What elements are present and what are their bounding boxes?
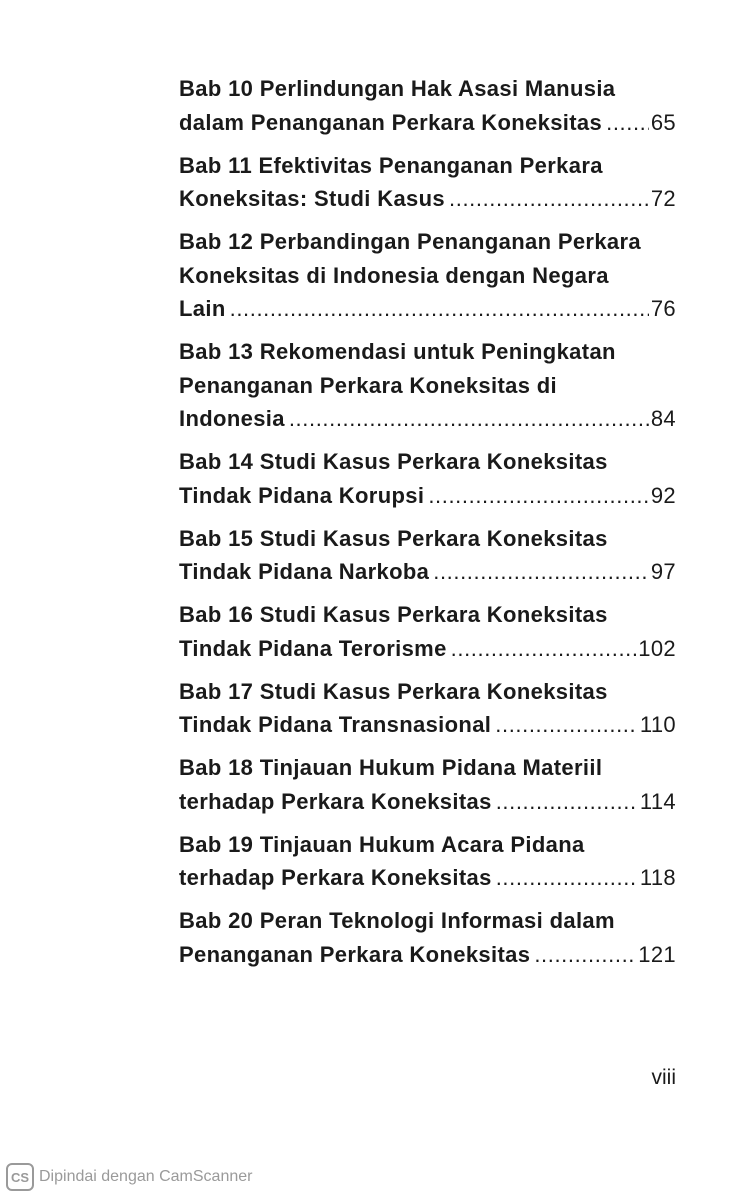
toc-entry-title-line: Tindak Pidana Narkoba [179, 559, 430, 584]
toc-entry [179, 225, 676, 326]
toc-entry-page: 76 [650, 296, 676, 321]
camscanner-logo-icon: CS [6, 1163, 34, 1191]
dot-leader [451, 632, 637, 666]
toc-entry-title-line: Bab 15 Studi Kasus Perkara Koneksitas [179, 525, 608, 551]
toc-entry-title-line: Bab 16 Studi Kasus Perkara Koneksitas [179, 602, 608, 627]
table-of-contents [179, 72, 676, 981]
toc-entry-final-line [179, 861, 676, 895]
toc-entry [179, 828, 676, 895]
toc-entry-title-line: Penanganan Perkara Koneksitas [179, 941, 531, 967]
toc-entry-final-line [179, 182, 676, 216]
toc-entry [179, 72, 676, 139]
toc-entry-final-line [179, 938, 676, 972]
toc-entry [179, 904, 676, 971]
dot-leader [230, 292, 649, 326]
page-number: viii [651, 1066, 676, 1089]
toc-entry-page: 118 [639, 865, 676, 890]
dot-leader [496, 785, 638, 819]
toc-entry [179, 335, 676, 436]
toc-entry [179, 598, 676, 665]
dot-leader [433, 555, 649, 589]
toc-entry-title-line: Bab 13 Rekomendasi untuk Peningkatan [179, 339, 616, 364]
toc-entry-title-line: Penanganan Perkara Koneksitas di [179, 372, 558, 398]
toc-entry-final-line [179, 708, 676, 742]
toc-entry-final-line [179, 479, 676, 513]
toc-entry-title-line: Koneksitas di Indonesia dengan Negara [179, 262, 609, 288]
toc-entry-title-line: Bab 10 Perlindungan Hak Asasi Manusia [179, 76, 616, 101]
toc-entry [179, 751, 676, 818]
toc-entry-title-line: Bab 11 Efektivitas Penanganan Perkara [179, 152, 603, 178]
toc-entry-title-line: terhadap Perkara Koneksitas [179, 788, 492, 814]
dot-leader [606, 106, 649, 140]
dot-leader [495, 708, 638, 742]
toc-entry-final-line [179, 292, 676, 326]
dot-leader [428, 479, 649, 513]
dot-leader [449, 182, 649, 216]
toc-entry-page: 97 [650, 559, 676, 584]
toc-entry-page: 92 [650, 482, 676, 508]
toc-entry-title-line: Bab 19 Tinjauan Hukum Acara Pidana [179, 831, 585, 857]
toc-entry-page: 121 [638, 941, 676, 967]
toc-entry [179, 522, 676, 589]
toc-entry-title-line: Bab 18 Tinjauan Hukum Pidana Materiil [179, 755, 603, 780]
toc-entry-title-line: Tindak Pidana Terorisme [179, 635, 447, 661]
toc-entry-title-line: Bab 12 Perbandingan Penanganan Perkara [179, 229, 642, 254]
toc-entry-final-line [179, 106, 676, 140]
toc-entry-title-line: Bab 17 Studi Kasus Perkara Koneksitas [179, 678, 608, 704]
toc-entry-title-line: terhadap Perkara Koneksitas [179, 865, 492, 890]
toc-entry-final-line [179, 402, 676, 436]
toc-entry-title-line: Lain [179, 296, 226, 321]
toc-entry-final-line [179, 555, 676, 589]
toc-entry [179, 445, 676, 512]
toc-entry-final-line [179, 785, 676, 819]
toc-entry-title-line: Indonesia [179, 406, 285, 431]
toc-entry-title-line: dalam Penanganan Perkara Koneksitas [179, 109, 603, 135]
toc-entry-page: 102 [638, 635, 676, 661]
toc-entry-title-line: Bab 14 Studi Kasus Perkara Koneksitas [179, 449, 608, 474]
toc-entry-final-line [179, 632, 676, 666]
dot-leader [496, 861, 638, 895]
toc-entry-title-line: Koneksitas: Studi Kasus [179, 186, 446, 211]
toc-entry-page: 65 [650, 109, 676, 135]
dot-leader [534, 938, 636, 972]
scanner-watermark-text: Dipindai dengan CamScanner [39, 1168, 253, 1185]
toc-entry-page: 110 [639, 712, 676, 737]
toc-entry [179, 675, 676, 742]
toc-entry-title-line: Tindak Pidana Transnasional [179, 712, 492, 737]
toc-entry-title-line: Bab 20 Peran Teknologi Informasi dalam [179, 908, 615, 933]
toc-entry-page: 84 [650, 406, 676, 431]
toc-entry-page: 72 [650, 186, 676, 211]
toc-entry-title-line: Tindak Pidana Korupsi [179, 482, 425, 508]
toc-entry-page: 114 [639, 788, 676, 814]
toc-entry [179, 149, 676, 216]
dot-leader [289, 402, 649, 436]
scanner-watermark [6, 1163, 252, 1191]
